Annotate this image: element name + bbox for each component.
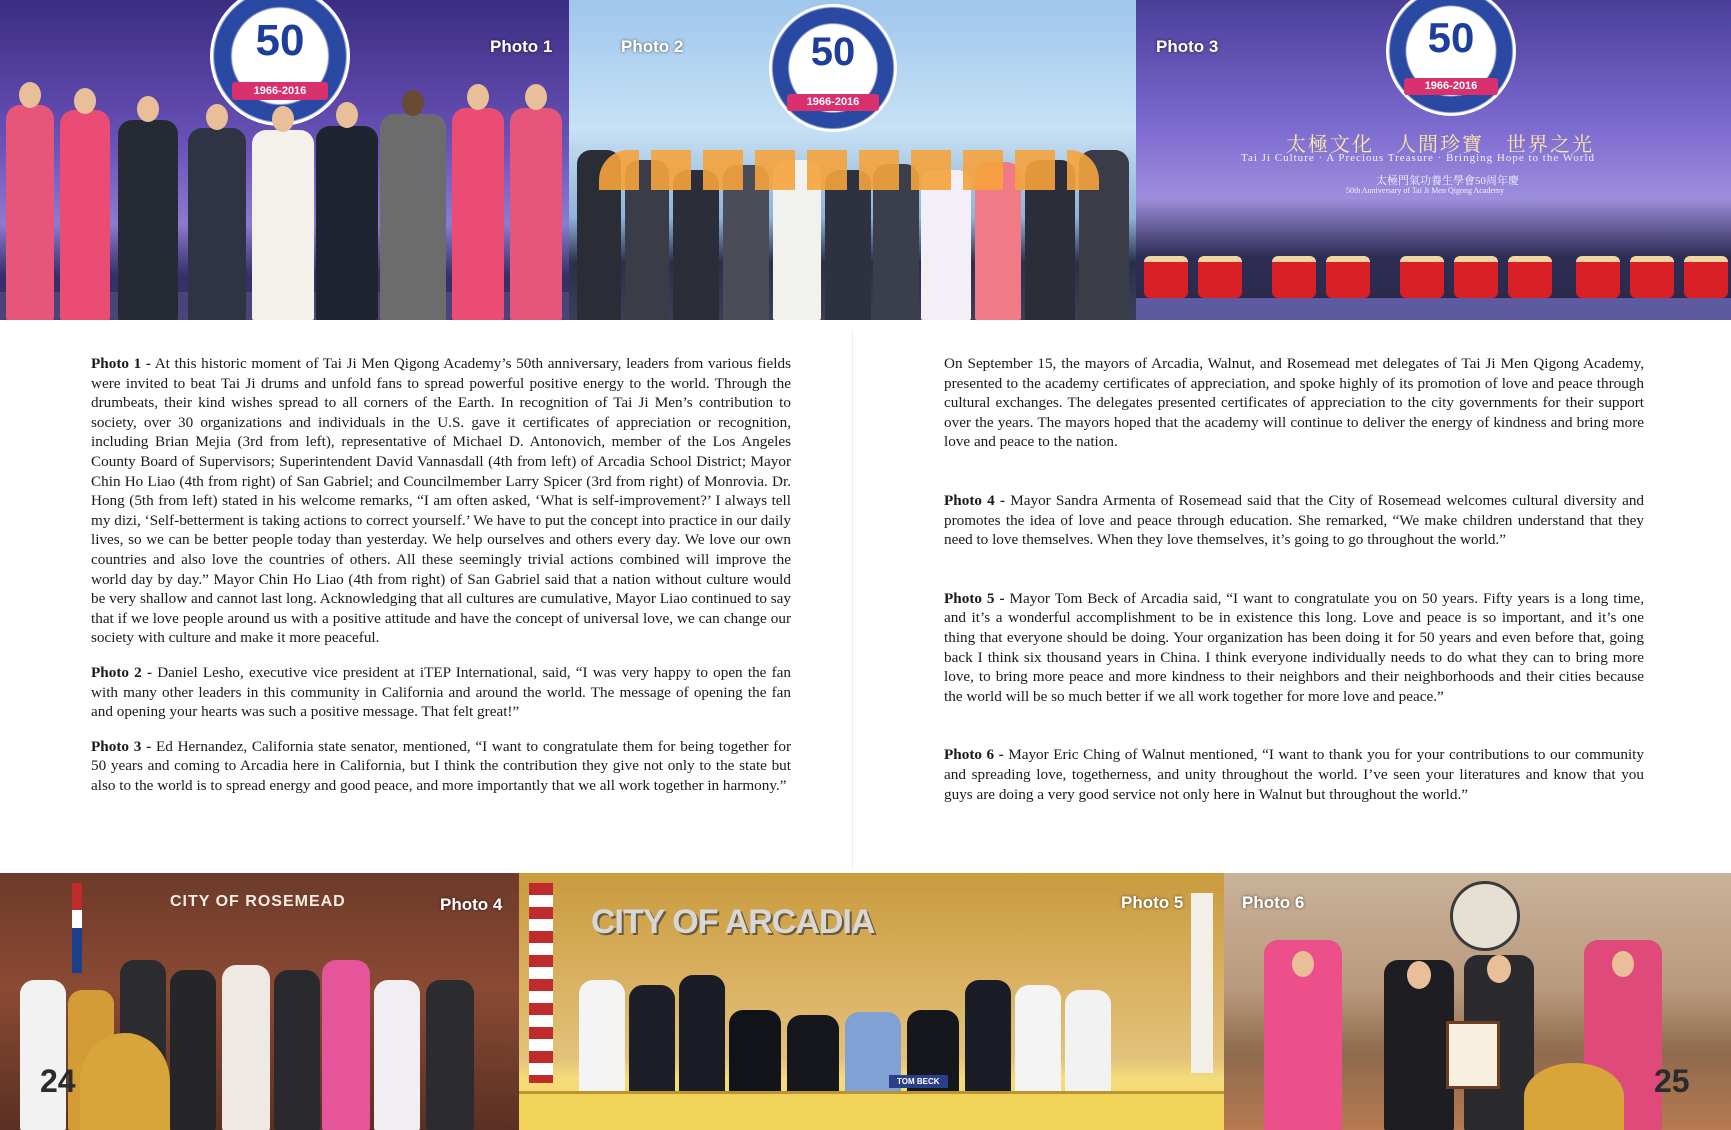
golden-fan [1524, 1063, 1624, 1130]
caption-photo-2 [91, 663, 791, 722]
photo-2 [569, 0, 1136, 320]
dais [519, 1091, 1224, 1130]
photo-4-label: Photo 4 [440, 895, 503, 914]
photo-6-label: Photo 6 [1242, 893, 1305, 912]
caption-photo-6 [944, 745, 1644, 804]
caption-lead: Photo 5 - [944, 589, 1005, 607]
left-text-column [91, 354, 791, 795]
photo-3 [1136, 0, 1731, 320]
arcadia-sign: CITY OF ARCADIA [591, 903, 875, 941]
banner-subtitle: 太極門氣功養生學會50周年慶 [1376, 175, 1519, 187]
right-text-column [944, 354, 1644, 804]
caption-lead: Photo 4 - [944, 491, 1006, 509]
photo-5 [519, 873, 1224, 1130]
caption-photo-5 [944, 589, 1644, 707]
caption-lead: Photo 3 - [91, 737, 152, 755]
photo-5-label: Photo 5 [1121, 893, 1184, 912]
rosemead-sign: CITY OF ROSEMEAD [170, 893, 346, 910]
certificate [1446, 1021, 1500, 1089]
golden-fan [80, 1033, 170, 1130]
caption-body: Ed Hernandez, California state senator, mentioned, “I want to congratulate them for being together for 50 years and coming to Arcadia here in California, but I think the contribution they give not only to the state but also to the world is to spread energy and good peace, and more importantly that we all work together in harmony.” [91, 737, 792, 794]
caption-body: Mayor Eric Ching of Walnut mentioned, “I want to thank you for your contributions to our community and spreading love, togetherness, and unity throughout the world. I’ve seen your literatures and know that you guys are doing a very good service not only here in Walnut but throughout the world.” [944, 746, 1644, 803]
group-of-honorees [0, 0, 569, 320]
logo-years: 1966-2016 [1404, 78, 1498, 95]
page-number-left: 24 [40, 1063, 76, 1099]
photo-1-label: Photo 1 [490, 37, 553, 56]
caption-photo-1 [91, 354, 791, 648]
logo-number: 50 [1427, 14, 1475, 61]
photo-3-label: Photo 3 [1156, 37, 1219, 56]
caption-lead: Photo 1 - [91, 355, 151, 372]
page-number-right: 25 [1654, 1063, 1690, 1099]
banner-english: Tai Ji Culture · A Precious Treasure · Bringing Hope to the World [1241, 152, 1596, 164]
caption-photo-3 [91, 737, 791, 796]
banner-chinese: 太極文化 人間珍寶 世界之光 [1286, 134, 1594, 156]
photo-2-label: Photo 2 [621, 37, 684, 56]
logo-number: 50 [810, 30, 856, 74]
caption-body: At this historic moment of Tai Ji Men Qigong Academy’s 50th anniversary, leaders from various fields were invited to beat Tai Ji drums and unfold fans to spread powerful positive energy to the world. Through the drumbeats, their kind wishes spread to all corners of the Earth. In recognition of Tai Ji Men’s contribution to society, over 30 organizations and individuals in the U.S. gave it certificates of appreciation or recognition, including Brian Mejia (3rd from left), representative of Michael D. Antonovich, member of the Los Angeles County Board of Supervisors; Superintendent David Vannasdall (4th from left) of Arcadia School District; Mayor Chin Ho Liao (4th from right) of San Gabriel; and Councilmember Larry Spicer (3rd from right) of Monrovia. Dr. Hong (5th from left) stated in his welcome remarks, “I am often asked, ‘What is self-improvement?’ I always tell my dizi, ‘Self-betterment is taking actions to correct yourself.’ We have to put the concept into practice in our daily lives, so we can be better people today than yesterday. We help ourselves and others every day. We love our own countries and also love the countries of others. All these seemingly trivial actions combined will improve the world day by day.” Mayor Chin Ho Liao (4th from right) of San Gabriel said that a nation without culture would be very shallow and cannot last long. Acknowledging that all cultures are cumulative, Mayor Liao continued to say that if we love people around us with a positive attitude and have the concept of universal love, we can change our society with culture and make it more peaceful. [91, 355, 791, 647]
banner-subtitle-en: 50th Anniversary of Tai Ji Men Qigong Academy [1346, 186, 1505, 195]
caption-body: Daniel Lesho, executive vice president at iTEP International, said, “I was very happy to open the fan with many other leaders in this community in California and around the world. The message of opening the fan and opening your hearts was such a positive message. That felt great!” [91, 663, 791, 721]
caption-body: Mayor Sandra Armenta of Rosemead said that the City of Rosemead welcomes cultural diversity and promotes the idea of love and peace through education. She remarked, “We make children understand that they need to love themselves. When they love themselves, it’s going to go throughout the world.” [944, 491, 1645, 549]
logo-years: 1966-2016 [232, 82, 328, 100]
caption-lead: Photo 6 - [944, 746, 1004, 764]
caption-lead: Photo 2 - [91, 663, 153, 681]
logo-number: 50 [255, 16, 305, 65]
photo-6 [1224, 873, 1731, 1130]
caption-body: Mayor Tom Beck of Arcadia said, “I want to congratulate you on 50 years. Fifty years is a long time, and it’s a wonderful accomplishment to be in existence this long. Love and peace is so important, and it’s one thing that everyone should be doing. Your organization has been doing it for 50 years and even before that, going back I think six thousand years in China. I think everyone individually needs to do what they can to bring more love, to bring more peace and more kindness to their neighbors and their neighborhoods and their cities because the world will be so much better if we all work together for more love and peace.” [944, 589, 1645, 705]
tom-beck-nameplate: TOM BECK [889, 1075, 948, 1088]
unfolded-fans [599, 150, 1099, 190]
logo-years: 1966-2016 [787, 94, 879, 111]
intro-paragraph: On September 15, the mayors of Arcadia, Walnut, and Rosemead met delegates of Tai Ji Men Qigong Academy, presented to the academy certificates of appreciation, and spoke highly of its promotion of love and peace through cultural exchanges. The delegates presented certificates of appreciation to the city governments for their support over the years. The mayors hoped that the academy will continue to deliver the energy of kindness and bring more love and peace to the nation. [944, 355, 1644, 451]
photo-4 [0, 873, 519, 1130]
photo-1 [0, 0, 569, 320]
page-gutter [852, 330, 853, 870]
caption-photo-4 [944, 491, 1644, 550]
